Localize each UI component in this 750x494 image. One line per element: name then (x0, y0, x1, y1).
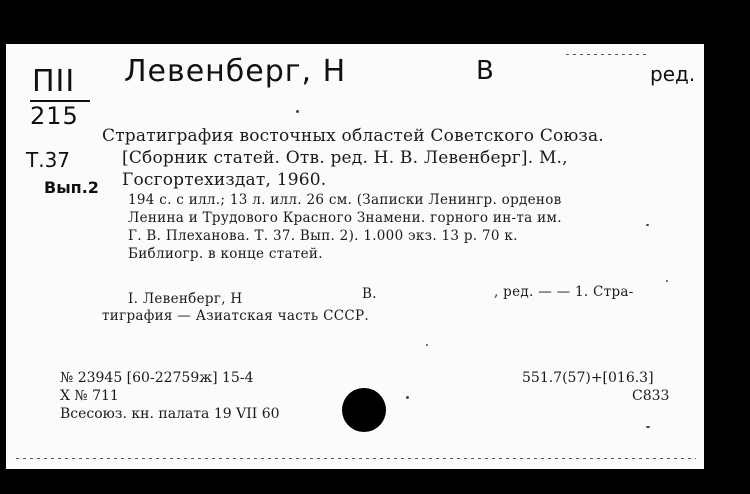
scan-speck (426, 344, 428, 346)
description-line-2: Ленина и Трудового Красного Знамени. горного ин-та им. (128, 210, 562, 226)
scan-speck (406, 396, 409, 399)
scan-artifact-line (16, 458, 696, 459)
handwritten-initial: В (476, 56, 495, 86)
scan-artifact-line (566, 54, 646, 55)
tracing-initial: В. (362, 286, 377, 302)
handwritten-role: ред. (650, 62, 696, 86)
description-line-4: Библиогр. в конце статей. (128, 246, 323, 262)
cutter-code: С833 (632, 388, 670, 404)
title-line-1: Стратиграфия восточных областей Советского Союза. (102, 126, 604, 146)
scan-speck (666, 280, 668, 282)
title-line-3: Госгортехиздат, 1960. (122, 170, 327, 190)
scan-speck (646, 224, 649, 226)
tracing-subject: тиграфия — Азиатская часть СССР. (102, 308, 369, 324)
description-line-3: Г. В. Плеханова. Т. 37. Вып. 2). 1.000 экз. 13 р. 70 к. (128, 228, 518, 244)
handwritten-shelf-mark-top: ПII (32, 64, 76, 99)
x-number: X № 711 (60, 388, 119, 404)
udc-code: 551.7(57)+[016.3] (522, 370, 654, 386)
title-line-2: [Сборник статей. Отв. ред. Н. В. Левенберг]. М., (122, 148, 568, 168)
handwritten-author: Левенберг, Н (124, 54, 347, 89)
tracing-author: I. Левенберг, Н (128, 291, 243, 307)
handwritten-volume: Т.37 (26, 148, 71, 172)
book-chamber: Всесоюз. кн. палата 19 VII 60 (60, 406, 280, 422)
card-number: № 23945 [60-22759ж] 15-4 (60, 370, 254, 386)
catalog-card (6, 44, 704, 469)
punch-hole (342, 388, 386, 432)
handwritten-shelf-mark-bottom: 215 (30, 102, 79, 130)
scan-speck (646, 426, 650, 428)
scan-speck (296, 110, 299, 113)
tracing-role: , ред. — — 1. Стра- (494, 284, 634, 300)
handwritten-issue: Вып.2 (44, 178, 99, 197)
description-line-1: 194 с. с илл.; 13 л. илл. 26 см. (Записки Ленингр. орденов (128, 192, 562, 208)
